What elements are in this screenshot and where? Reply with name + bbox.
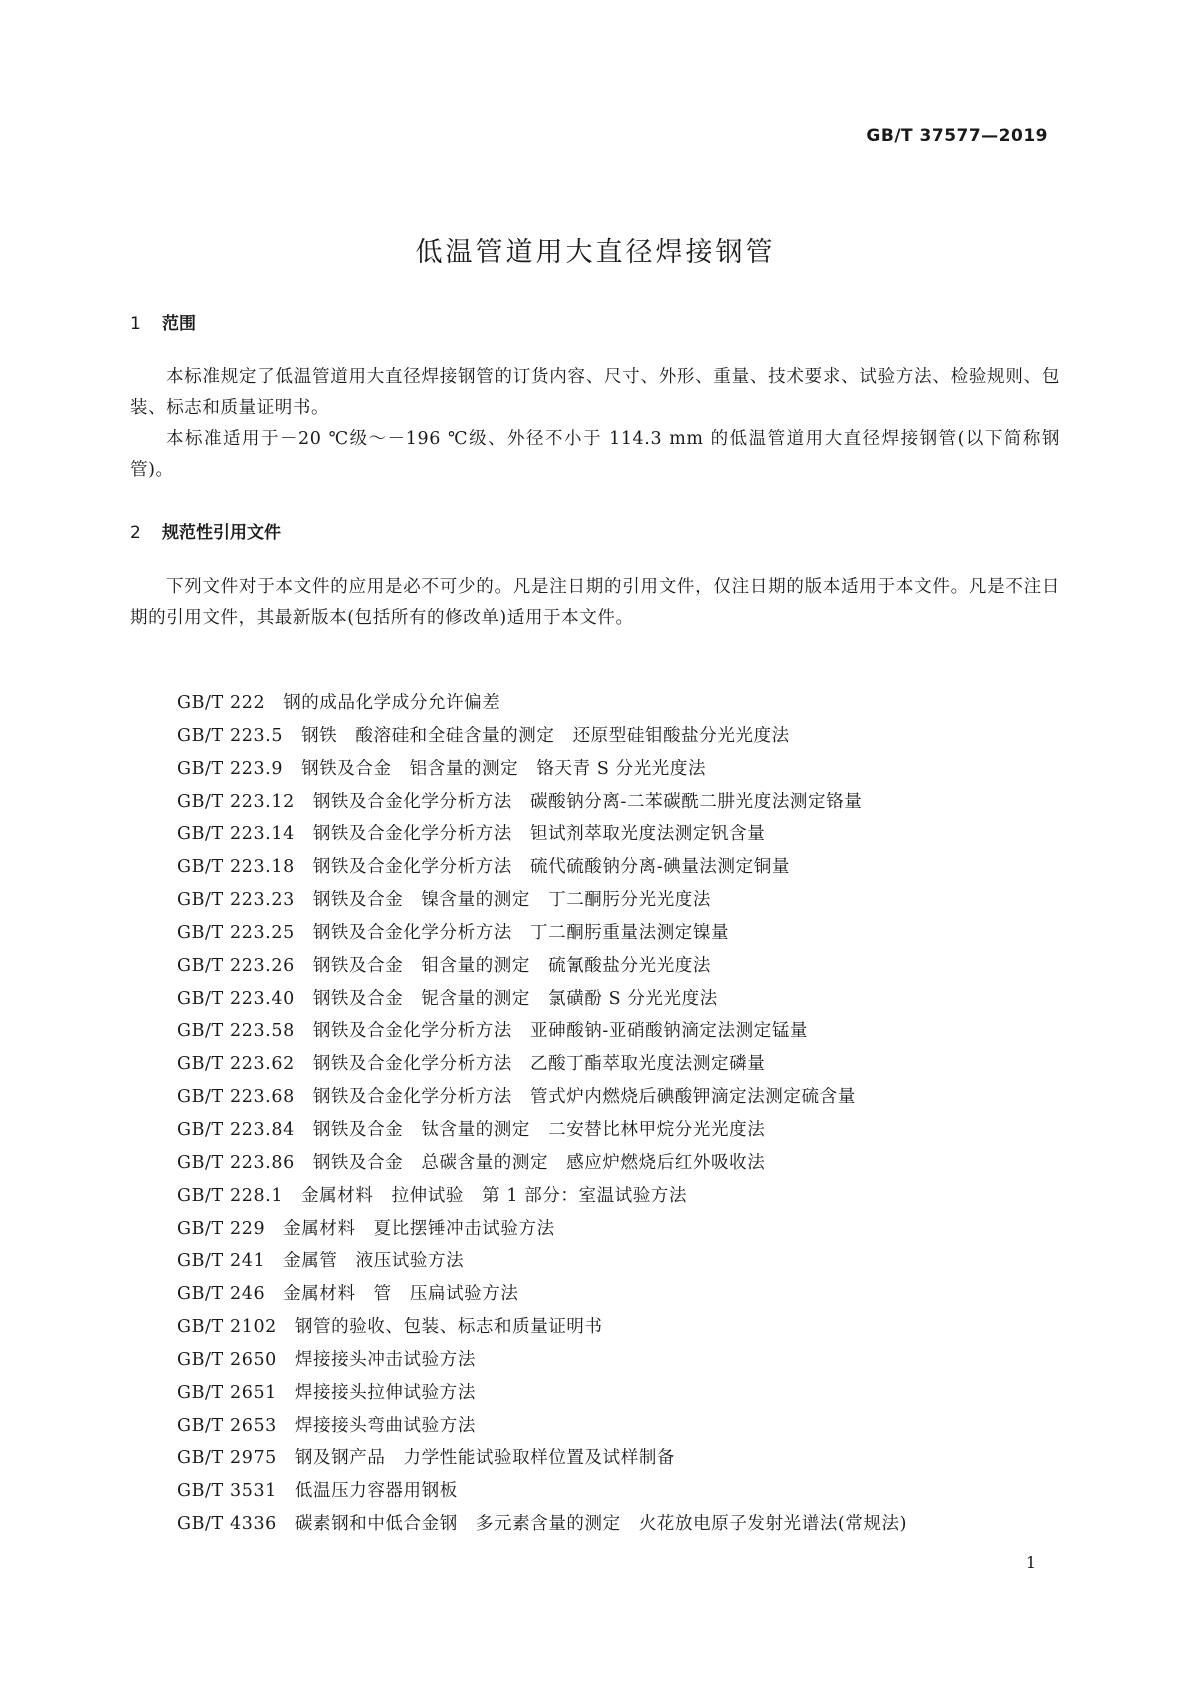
reference-title: 钢铁及合金 铌含量的测定 氯磺酚 S 分光光度法 bbox=[312, 988, 718, 1009]
reference-title: 钢铁及合金化学分析方法 碳酸钠分离-二苯碳酰二肼光度法测定铬量 bbox=[312, 791, 863, 812]
reference-code: GB/T 228.1 bbox=[177, 1185, 284, 1206]
section-title: 范围 bbox=[162, 314, 196, 334]
reference-item bbox=[177, 1180, 907, 1213]
reference-title: 低温压力容器用钢板 bbox=[294, 1481, 458, 1502]
reference-title: 金属材料 拉伸试验 第 1 部分：室温试验方法 bbox=[301, 1185, 688, 1206]
reference-title: 钢铁及合金化学分析方法 乙酸丁酯萃取光度法测定磷量 bbox=[312, 1054, 766, 1075]
reference-title: 钢的成品化学成分允许偏差 bbox=[283, 693, 501, 713]
reference-title: 钢铁及合金化学分析方法 硫代硫酸钠分离-碘量法测定铜量 bbox=[312, 857, 790, 878]
reference-code: GB/T 2653 bbox=[177, 1415, 277, 1436]
reference-code: GB/T 223.9 bbox=[177, 758, 284, 779]
reference-title: 钢铁及合金化学分析方法 管式炉内燃烧后碘酸钾滴定法测定硫含量 bbox=[312, 1087, 856, 1108]
reference-item bbox=[177, 1048, 907, 1081]
reference-item bbox=[177, 1508, 907, 1541]
reference-title: 钢铁及合金 铝含量的测定 铬天青 S 分光光度法 bbox=[301, 758, 707, 779]
reference-code: GB/T 223.23 bbox=[177, 890, 295, 911]
reference-title: 钢铁及合金 镍含量的测定 丁二酮肟分光光度法 bbox=[312, 890, 712, 911]
reference-item bbox=[177, 884, 907, 917]
reference-item bbox=[177, 1410, 907, 1443]
reference-code: GB/T 2975 bbox=[177, 1448, 277, 1469]
section-heading-normative-references bbox=[130, 518, 281, 543]
reference-item bbox=[177, 851, 907, 884]
reference-code: GB/T 223.12 bbox=[177, 791, 295, 812]
reference-code: GB/T 3531 bbox=[177, 1481, 277, 1502]
reference-item bbox=[177, 1015, 907, 1048]
section-number: 1 bbox=[130, 314, 141, 334]
reference-item bbox=[177, 1081, 907, 1114]
reference-item bbox=[177, 1245, 907, 1278]
reference-code: GB/T 223.62 bbox=[177, 1054, 295, 1075]
reference-title: 钢铁 酸溶硅和全硅含量的测定 还原型硅钼酸盐分光光度法 bbox=[301, 725, 790, 746]
reference-title: 焊接接头冲击试验方法 bbox=[294, 1349, 476, 1370]
reference-code: GB/T 2102 bbox=[177, 1317, 277, 1338]
reference-title: 焊接接头弯曲试验方法 bbox=[294, 1415, 476, 1436]
section-title: 规范性引用文件 bbox=[162, 523, 281, 543]
reference-code: GB/T 246 bbox=[177, 1284, 266, 1305]
reference-item bbox=[177, 1344, 907, 1377]
reference-code: GB/T 223.86 bbox=[177, 1152, 295, 1173]
reference-item bbox=[177, 1213, 907, 1246]
reference-item bbox=[177, 983, 907, 1016]
reference-code: GB/T 223.58 bbox=[177, 1021, 295, 1042]
reference-item bbox=[177, 1147, 907, 1180]
reference-code: GB/T 223.18 bbox=[177, 857, 295, 878]
reference-code: GB/T 223.14 bbox=[177, 824, 295, 845]
reference-code: GB/T 2651 bbox=[177, 1382, 277, 1403]
reference-item bbox=[177, 687, 907, 720]
reference-item bbox=[177, 720, 907, 753]
reference-code: GB/T 223.40 bbox=[177, 988, 295, 1009]
reference-item bbox=[177, 1311, 907, 1344]
scope-paragraph-2: 本标准适用于－20 ℃级～－196 ℃级、外径不小于 114.3 mm 的低温管道用大直径焊接钢管(以下简称钢管)。 bbox=[130, 429, 1060, 480]
standard-code: GB/T 37577—2019 bbox=[866, 126, 1048, 146]
reference-title: 钢管的验收、包装、标志和质量证明书 bbox=[294, 1317, 603, 1338]
reference-title: 金属材料 夏比摆锤冲击试验方法 bbox=[283, 1218, 555, 1239]
reference-title: 钢铁及合金 总碳含量的测定 感应炉燃烧后红外吸收法 bbox=[312, 1152, 766, 1173]
reference-title: 钢铁及合金 钼含量的测定 硫氰酸盐分光光度法 bbox=[312, 955, 712, 976]
reference-code: GB/T 229 bbox=[177, 1218, 266, 1239]
reference-title: 钢铁及合金化学分析方法 钽试剂萃取光度法测定钒含量 bbox=[312, 824, 766, 845]
section-heading-scope bbox=[130, 309, 196, 334]
reference-code: GB/T 222 bbox=[177, 693, 266, 713]
reference-item bbox=[177, 753, 907, 786]
reference-title: 钢铁及合金化学分析方法 丁二酮肟重量法测定镍量 bbox=[312, 922, 730, 943]
reference-list bbox=[177, 687, 907, 1541]
reference-title: 金属管 液压试验方法 bbox=[283, 1251, 465, 1272]
reference-item bbox=[177, 1278, 907, 1311]
document-title: 低温管道用大直径焊接钢管 bbox=[415, 237, 776, 268]
reference-code: GB/T 223.26 bbox=[177, 955, 295, 976]
reference-title: 钢及钢产品 力学性能试验取样位置及试样制备 bbox=[294, 1448, 676, 1469]
reference-item bbox=[177, 1442, 907, 1475]
reference-item bbox=[177, 818, 907, 851]
reference-item bbox=[177, 917, 907, 950]
reference-item bbox=[177, 1475, 907, 1508]
reference-title: 钢铁及合金化学分析方法 亚砷酸钠-亚硝酸钠滴定法测定锰量 bbox=[312, 1021, 809, 1042]
reference-item bbox=[177, 1377, 907, 1410]
reference-code: GB/T 241 bbox=[177, 1251, 266, 1272]
reference-title: 焊接接头拉伸试验方法 bbox=[294, 1382, 476, 1403]
reference-code: GB/T 223.68 bbox=[177, 1087, 295, 1108]
references-intro-paragraph: 下列文件对于本文件的应用是必不可少的。凡是注日期的引用文件，仅注日期的版本适用于本文件。凡是不注日期的引用文件，其最新版本(包括所有的修改单)适用于本文件。 bbox=[130, 577, 1060, 628]
reference-title: 钢铁及合金 钛含量的测定 二安替比林甲烷分光光度法 bbox=[312, 1119, 766, 1140]
reference-code: GB/T 223.84 bbox=[177, 1119, 295, 1140]
scope-paragraph-1: 本标准规定了低温管道用大直径焊接钢管的订货内容、尺寸、外形、重量、技术要求、试验方法、检验规则、包装、标志和质量证明书。 bbox=[130, 367, 1060, 418]
reference-item bbox=[177, 1114, 907, 1147]
reference-title: 金属材料 管 压扁试验方法 bbox=[283, 1284, 519, 1305]
reference-code: GB/T 4336 bbox=[177, 1514, 277, 1535]
reference-code: GB/T 223.5 bbox=[177, 725, 284, 746]
section-number: 2 bbox=[130, 523, 141, 543]
reference-item bbox=[177, 786, 907, 819]
page-number: 1 bbox=[1025, 1553, 1036, 1572]
reference-code: GB/T 223.25 bbox=[177, 922, 295, 943]
reference-title: 碳素钢和中低合金钢 多元素含量的测定 火花放电原子发射光谱法(常规法) bbox=[294, 1514, 908, 1535]
reference-item bbox=[177, 950, 907, 983]
reference-code: GB/T 2650 bbox=[177, 1349, 277, 1370]
